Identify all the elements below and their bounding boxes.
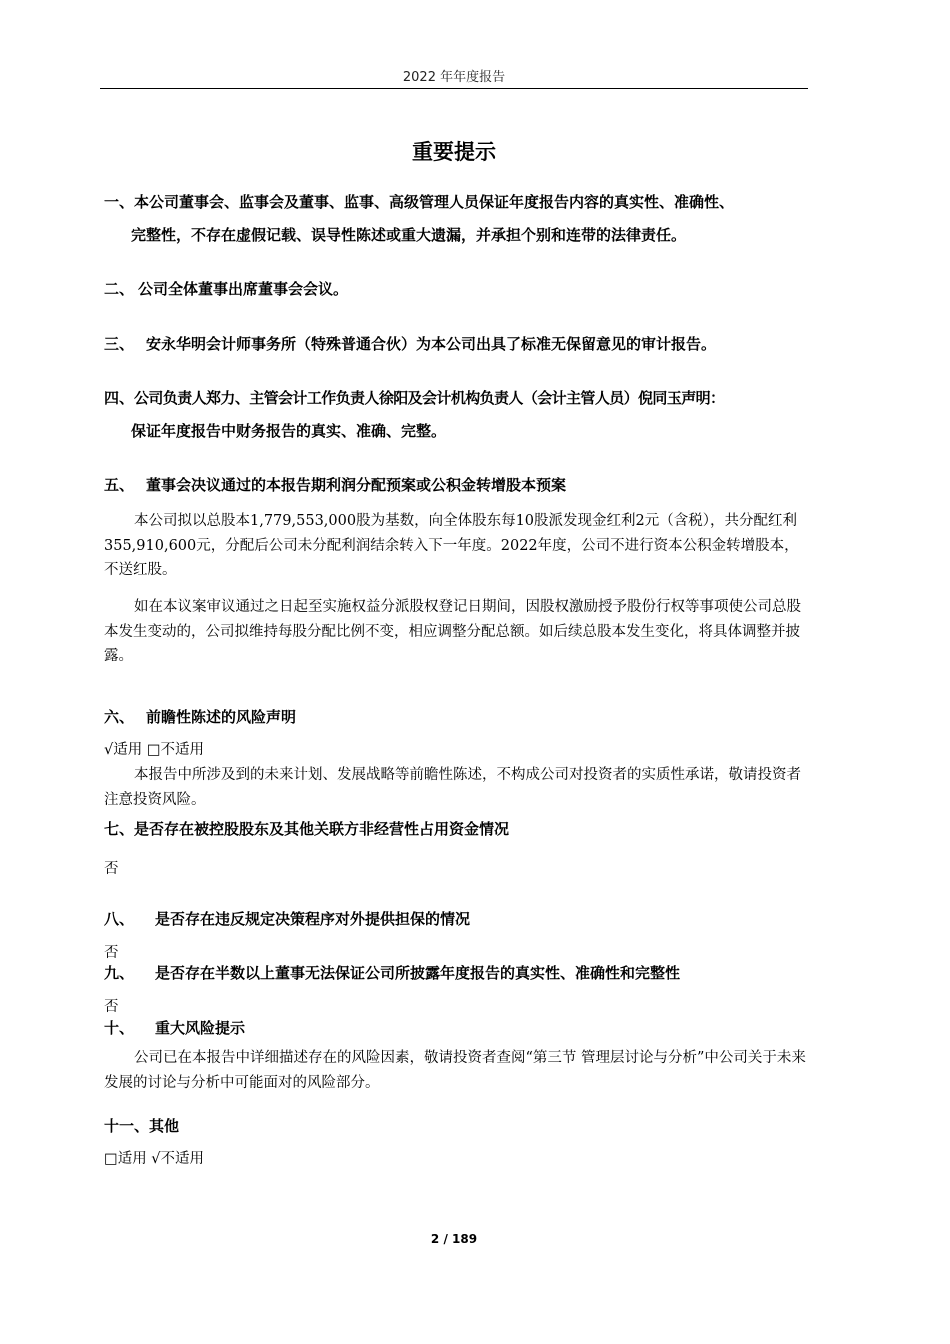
section-2-number: 二、 (104, 280, 135, 298)
section-1-number: 一、 (104, 193, 135, 211)
section-11-title: 其他 (149, 1117, 180, 1135)
section-7-number: 七、 (104, 820, 135, 838)
section-7-heading (104, 818, 509, 839)
section-4-number: 四、 (104, 389, 135, 407)
section-7-title: 是否存在被控股股东及其他关联方非经营性占用资金情况 (134, 820, 510, 838)
section-4-line2: 保证年度报告中财务报告的真实、准确、完整。 (131, 422, 447, 440)
section-8-number: 八、 (104, 910, 135, 928)
section-9-answer: 否 (104, 999, 119, 1015)
section-1-line2: 完整性，不存在虚假记载、误导性陈述或重大遗漏，并承担个别和连带的法律责任。 (131, 226, 687, 244)
section-6-title: 前瞻性陈述的风险声明 (146, 708, 297, 726)
section-4-text: 公司负责人郑力、主管会计工作负责人徐阳及会计机构负责人（会计主管人员）倪同玉声明： (134, 389, 725, 407)
page-number: 2 / 189 (430, 1232, 478, 1246)
section-10-heading (104, 1017, 245, 1038)
section-6-options: √适用 □不适用 (104, 742, 205, 758)
section-3-number: 三、 (104, 335, 135, 353)
section-5-title: 董事会决议通过的本报告期利润分配预案或公积金转增股本预案 (146, 476, 567, 494)
section-6-heading (104, 706, 296, 727)
section-8-heading (104, 908, 470, 929)
section-5-number: 五、 (104, 476, 135, 494)
section-10-number: 十、 (104, 1019, 135, 1037)
section-6-number: 六、 (104, 708, 135, 726)
section-5-paragraph-2: 如在本议案审议通过之日起至实施权益分派股权登记日期间，因股权激励授予股份行权等事项使公司总股本发生变动的，公司拟维持每股分配比例不变，相应调整分配总额。如后续总股本发生变化，将具体调整并披露。 (104, 599, 801, 664)
section-8-answer: 否 (104, 945, 119, 961)
section-1-text: 本公司董事会、监事会及董事、监事、高级管理人员保证年度报告内容的真实性、准确性、 (134, 193, 735, 211)
running-header: 2022 年年度报告 (402, 70, 506, 85)
section-1-line1 (104, 191, 734, 212)
section-10-paragraph: 公司已在本报告中详细描述存在的风险因素，敬请投资者查阅“第三节 管理层讨论与分析”中公司关于未来发展的讨论与分析中可能面对的风险部分。 (104, 1050, 806, 1091)
section-9-number: 九、 (104, 964, 135, 982)
section-9-title: 是否存在半数以上董事无法保证公司所披露年度报告的真实性、准确性和完整性 (155, 964, 681, 982)
section-5-heading (104, 474, 566, 495)
section-6-paragraph: 本报告中所涉及到的未来计划、发展战略等前瞻性陈述，不构成公司对投资者的实质性承诺，敬请投资者注意投资风险。 (104, 767, 801, 808)
section-11-options: □适用 √不适用 (104, 1151, 205, 1167)
section-3 (104, 333, 716, 354)
section-9-heading (104, 962, 680, 983)
page-title: 重要提示 (412, 140, 496, 164)
header-rule (100, 88, 808, 89)
section-8-title: 是否存在违反规定决策程序对外提供担保的情况 (155, 910, 471, 928)
section-7-answer: 否 (104, 861, 119, 877)
section-2 (104, 278, 348, 299)
section-11-heading (104, 1115, 179, 1136)
section-10-title: 重大风险提示 (155, 1019, 246, 1037)
section-5-paragraph-1: 本公司拟以总股本1,779,553,000股为基数，向全体股东每10股派发现金红利2元（含税），共分配红利355,910,600元，分配后公司未分配利润结余转入下一年度。2022年度，公司不进行资本公积金转增股本，不送红股。 (104, 513, 799, 578)
section-2-text: 公司全体董事出席董事会会议。 (138, 280, 349, 298)
section-11-number: 十一、 (104, 1117, 150, 1135)
section-3-text: 安永华明会计师事务所（特殊普通合伙）为本公司出具了标准无保留意见的审计报告。 (146, 335, 717, 353)
section-4-line1 (104, 387, 724, 408)
